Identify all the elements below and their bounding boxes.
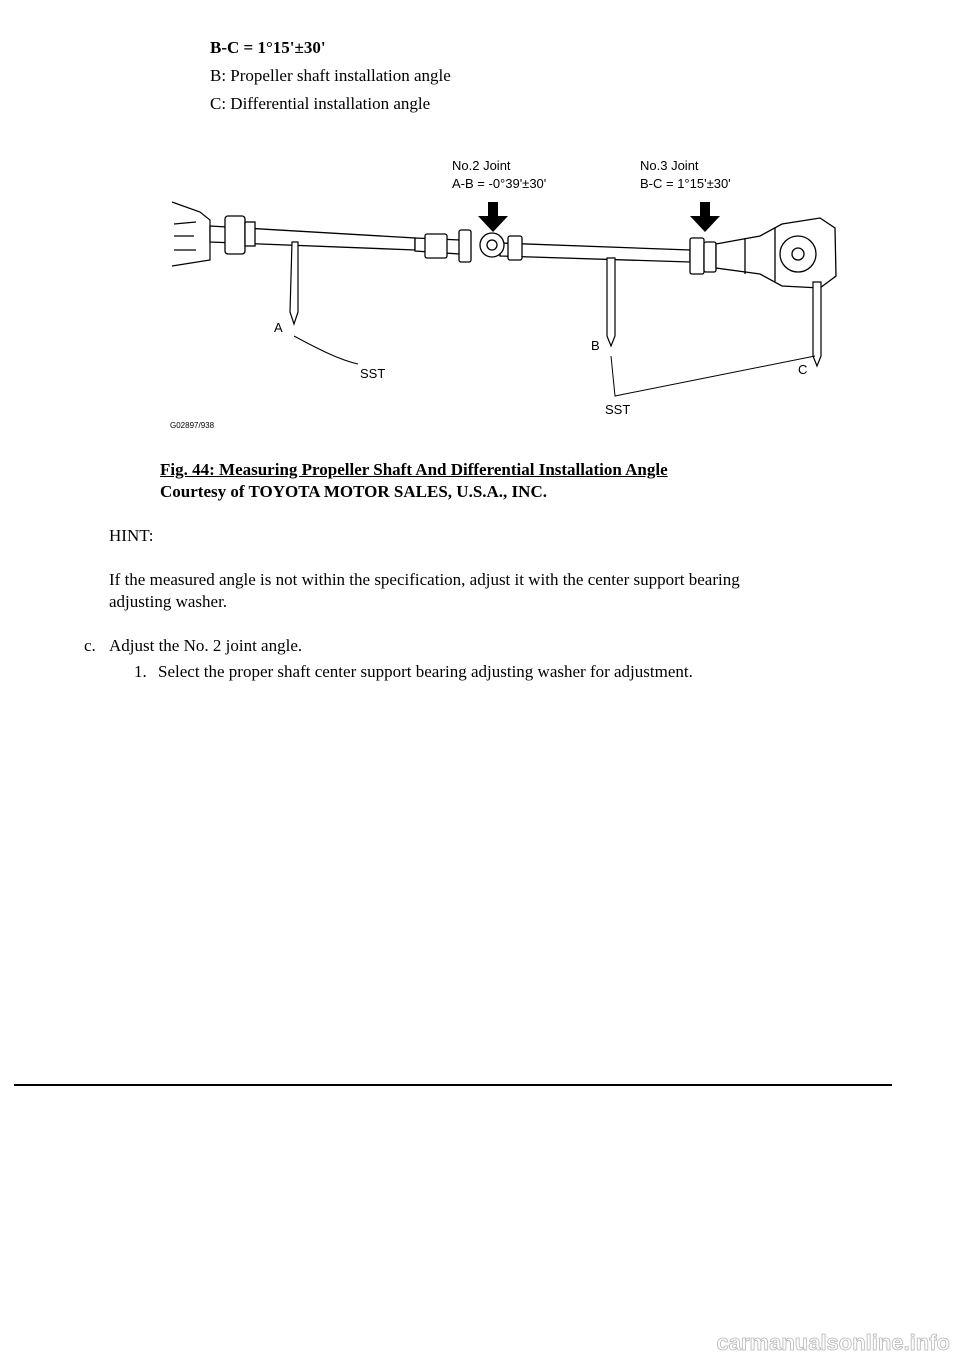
step-c-marker: c. bbox=[84, 636, 96, 655]
spec-value: B-C = 1°15'±30' bbox=[210, 38, 326, 57]
figure-code: G02897/938 bbox=[170, 421, 215, 430]
page-footer-divider bbox=[14, 1084, 892, 1086]
figure-caption-title: Fig. 44: Measuring Propeller Shaft And Differential Installation Angle bbox=[160, 460, 668, 479]
step-1-marker: 1. bbox=[134, 662, 147, 681]
hint-label: HINT: bbox=[109, 526, 154, 545]
figure-label-c: C bbox=[798, 362, 808, 377]
hint-text-line-2: adjusting washer. bbox=[109, 592, 228, 611]
spec-c-definition: C: Differential installation angle bbox=[210, 94, 431, 113]
figure-label-sst-2: SST bbox=[605, 402, 631, 417]
figure-label-ab: A-B = -0°39'±30' bbox=[452, 176, 547, 191]
vehicle-body-outline bbox=[172, 202, 210, 266]
figure-label-sst-1: SST bbox=[360, 366, 386, 381]
propeller-shaft bbox=[210, 216, 716, 274]
figure-label-b: B bbox=[591, 338, 600, 353]
propeller-shaft-figure bbox=[170, 150, 860, 440]
figure-label-bc: B-C = 1°15'±30' bbox=[640, 176, 731, 191]
step-c-text: Adjust the No. 2 joint angle. bbox=[109, 636, 303, 655]
differential-housing bbox=[716, 218, 836, 288]
hint-text-line-1: If the measured angle is not within the specification, adjust it with the center support bearing bbox=[109, 570, 740, 589]
arrow-icon bbox=[478, 202, 720, 232]
figure-label-joint3: No.3 Joint bbox=[640, 158, 699, 173]
figure-label-a: A bbox=[274, 320, 283, 335]
watermark bbox=[0, 1330, 960, 1358]
figure-caption-courtesy: Courtesy of TOYOTA MOTOR SALES, U.S.A., INC. bbox=[160, 482, 547, 501]
spec-b-definition: B: Propeller shaft installation angle bbox=[210, 66, 451, 85]
step-1-text: Select the proper shaft center support bearing adjusting washer for adjustment. bbox=[158, 662, 693, 681]
figure-label-joint2: No.2 Joint bbox=[452, 158, 511, 173]
watermark-text: carmanualsonline.info bbox=[716, 1330, 950, 1355]
